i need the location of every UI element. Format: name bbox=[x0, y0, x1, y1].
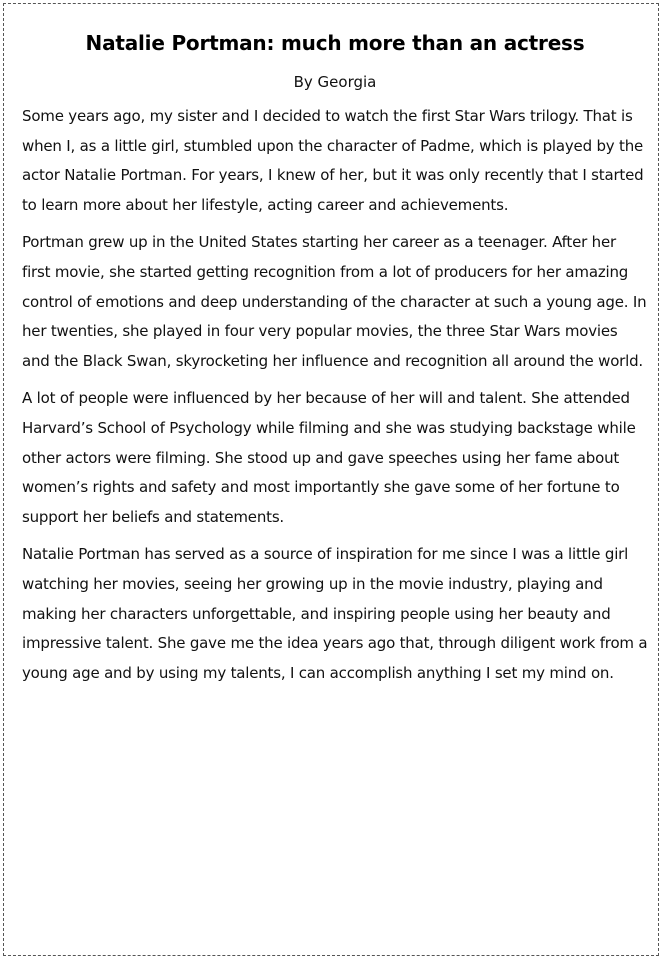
article-paragraph: Natalie Portman has served as a source of inspiration for me since I was a little girl watching her movies, seeing her growing up in the movie industry, playing and making her characters unforgettable, and inspiring people using her beauty and impressive talent. She gave me the idea years ago that, through diligent work from a young age and by using my talents, I can accomplish anything I set my mind on. bbox=[22, 545, 648, 682]
article bbox=[22, 28, 648, 688]
article-paragraph: A lot of people were influenced by her because of her will and talent. She attended Harvard’s School of Psychology while filming and she was studying backstage while other actors were filming. She stood up and gave speeches using her fame about women’s rights and safety and most importantly she gave some of her fortune to support her beliefs and statements. bbox=[22, 389, 636, 526]
author-byline: By Georgia bbox=[293, 73, 377, 91]
article-paragraph: Some years ago, my sister and I decided to watch the first Star Wars trilogy. That is when I, as a little girl, stumbled upon the character of Padme, which is played by the actor Natalie Portman. For years, I knew of her, but it was only recently that I started to learn more about her lifestyle, acting career and achievements. bbox=[22, 107, 644, 214]
document-frame bbox=[3, 3, 659, 956]
article-paragraph: Portman grew up in the United States starting her career as a teenager. After her first movie, she started getting recognition from a lot of producers for her amazing control of emotions and deep understanding of the character at such a young age. In her twenties, she played in four very popular movies, the three Star Wars movies and the Black Swan, skyrocketing her influence and recognition all around the world. bbox=[22, 233, 647, 370]
article-title: Natalie Portman: much more than an actress bbox=[85, 31, 585, 55]
